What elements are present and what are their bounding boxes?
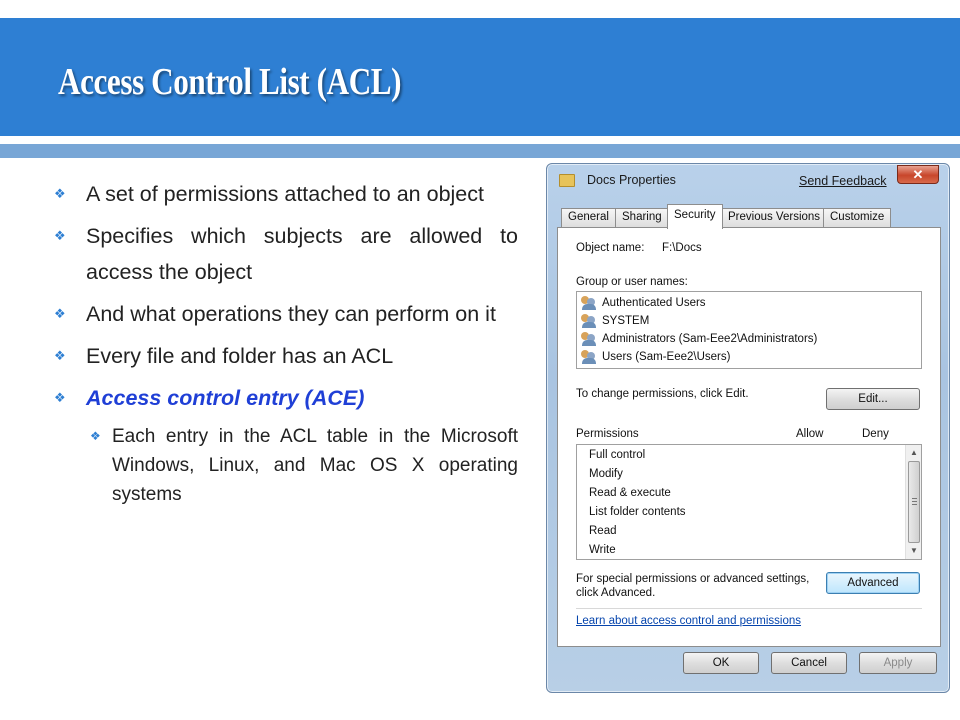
group-names-label: Group or user names: xyxy=(576,276,688,288)
object-name-value: F:\Docs xyxy=(662,242,702,254)
scroll-down-icon[interactable]: ▼ xyxy=(910,546,918,555)
user-name: Users (Sam-Eee2\Users) xyxy=(602,351,731,363)
tab-sharing[interactable]: Sharing xyxy=(615,208,669,228)
special-permissions-hint: For special permissions or advanced settings, click Advanced. xyxy=(576,573,810,599)
permission-row: Modify xyxy=(589,468,623,480)
window-title: Docs Properties xyxy=(587,173,676,187)
divider xyxy=(576,608,922,609)
cancel-button[interactable]: Cancel xyxy=(771,652,847,674)
security-panel xyxy=(557,227,941,647)
bullet-text: Specifies which subjects are allowed to access the object xyxy=(86,224,518,284)
header-divider xyxy=(0,144,960,158)
tab-security[interactable]: Security xyxy=(667,204,723,229)
tab-general[interactable]: General xyxy=(561,208,616,228)
tab-previous-versions[interactable]: Previous Versions xyxy=(721,208,827,228)
bullet-diamond-icon: ❖ xyxy=(54,390,66,405)
permission-row: Full control xyxy=(589,449,646,461)
user-list-item[interactable] xyxy=(581,330,817,348)
bullet-diamond-icon: ❖ xyxy=(54,306,66,321)
permission-row: Write xyxy=(589,544,616,556)
permission-row: List folder contents xyxy=(589,506,686,518)
bullet-item-ace xyxy=(48,380,518,416)
bullet-item xyxy=(48,338,518,374)
users-icon xyxy=(581,332,597,346)
close-icon[interactable]: ✕ xyxy=(897,165,939,184)
sub-bullet-text: Each entry in the ACL table in the Microsoft Windows, Linux, and Mac OS X operating systems xyxy=(112,426,518,505)
users-icon xyxy=(581,296,597,310)
change-permissions-hint: To change permissions, click Edit. xyxy=(576,388,749,400)
user-list-item[interactable] xyxy=(581,348,730,366)
permission-row: Read xyxy=(589,525,617,537)
scroll-up-icon[interactable]: ▲ xyxy=(910,448,918,457)
bullet-text: And what operations they can perform on it xyxy=(86,302,496,326)
bullet-diamond-icon: ❖ xyxy=(54,186,66,201)
allow-column-header: Allow xyxy=(796,428,824,440)
docs-properties-window xyxy=(546,163,950,693)
permissions-label: Permissions xyxy=(576,428,639,440)
apply-button[interactable]: Apply xyxy=(859,652,937,674)
bullet-item xyxy=(48,176,518,212)
user-name: SYSTEM xyxy=(602,315,650,327)
users-icon xyxy=(581,350,597,364)
learn-permissions-link[interactable]: Learn about access control and permissions xyxy=(576,615,802,627)
scroll-thumb[interactable] xyxy=(908,461,920,543)
sub-bullet-item xyxy=(90,422,518,509)
bullet-item xyxy=(48,218,518,290)
ok-button[interactable]: OK xyxy=(683,652,759,674)
user-list-item[interactable] xyxy=(581,294,706,312)
advanced-button[interactable]: Advanced xyxy=(826,572,920,594)
deny-column-header: Deny xyxy=(862,428,889,440)
bullet-diamond-icon: ❖ xyxy=(90,429,101,443)
bullet-text: Every file and folder has an ACL xyxy=(86,344,394,368)
edit-button[interactable]: Edit... xyxy=(826,388,920,410)
folder-icon xyxy=(559,174,575,187)
user-name: Administrators (Sam-Eee2\Administrators) xyxy=(602,333,818,345)
send-feedback-link[interactable]: Send Feedback xyxy=(799,174,887,188)
bullet-text: A set of permissions attached to an object xyxy=(86,182,484,206)
users-icon xyxy=(581,314,597,328)
permissions-listbox[interactable] xyxy=(576,444,922,560)
bullet-diamond-icon: ❖ xyxy=(54,348,66,363)
permission-row: Read & execute xyxy=(589,487,671,499)
bullet-text: Access control entry (ACE) xyxy=(86,386,365,410)
slide-title: Access Control List (ACL) xyxy=(58,61,402,103)
tab-customize[interactable]: Customize xyxy=(823,208,891,228)
user-list-item[interactable] xyxy=(581,312,649,330)
user-listbox[interactable] xyxy=(576,291,922,369)
bullet-diamond-icon: ❖ xyxy=(54,228,66,243)
user-name: Authenticated Users xyxy=(602,297,706,309)
permissions-scrollbar[interactable] xyxy=(905,445,921,559)
bullet-item xyxy=(48,296,518,332)
object-name-label: Object name: xyxy=(576,242,645,254)
bullet-list xyxy=(48,176,518,509)
